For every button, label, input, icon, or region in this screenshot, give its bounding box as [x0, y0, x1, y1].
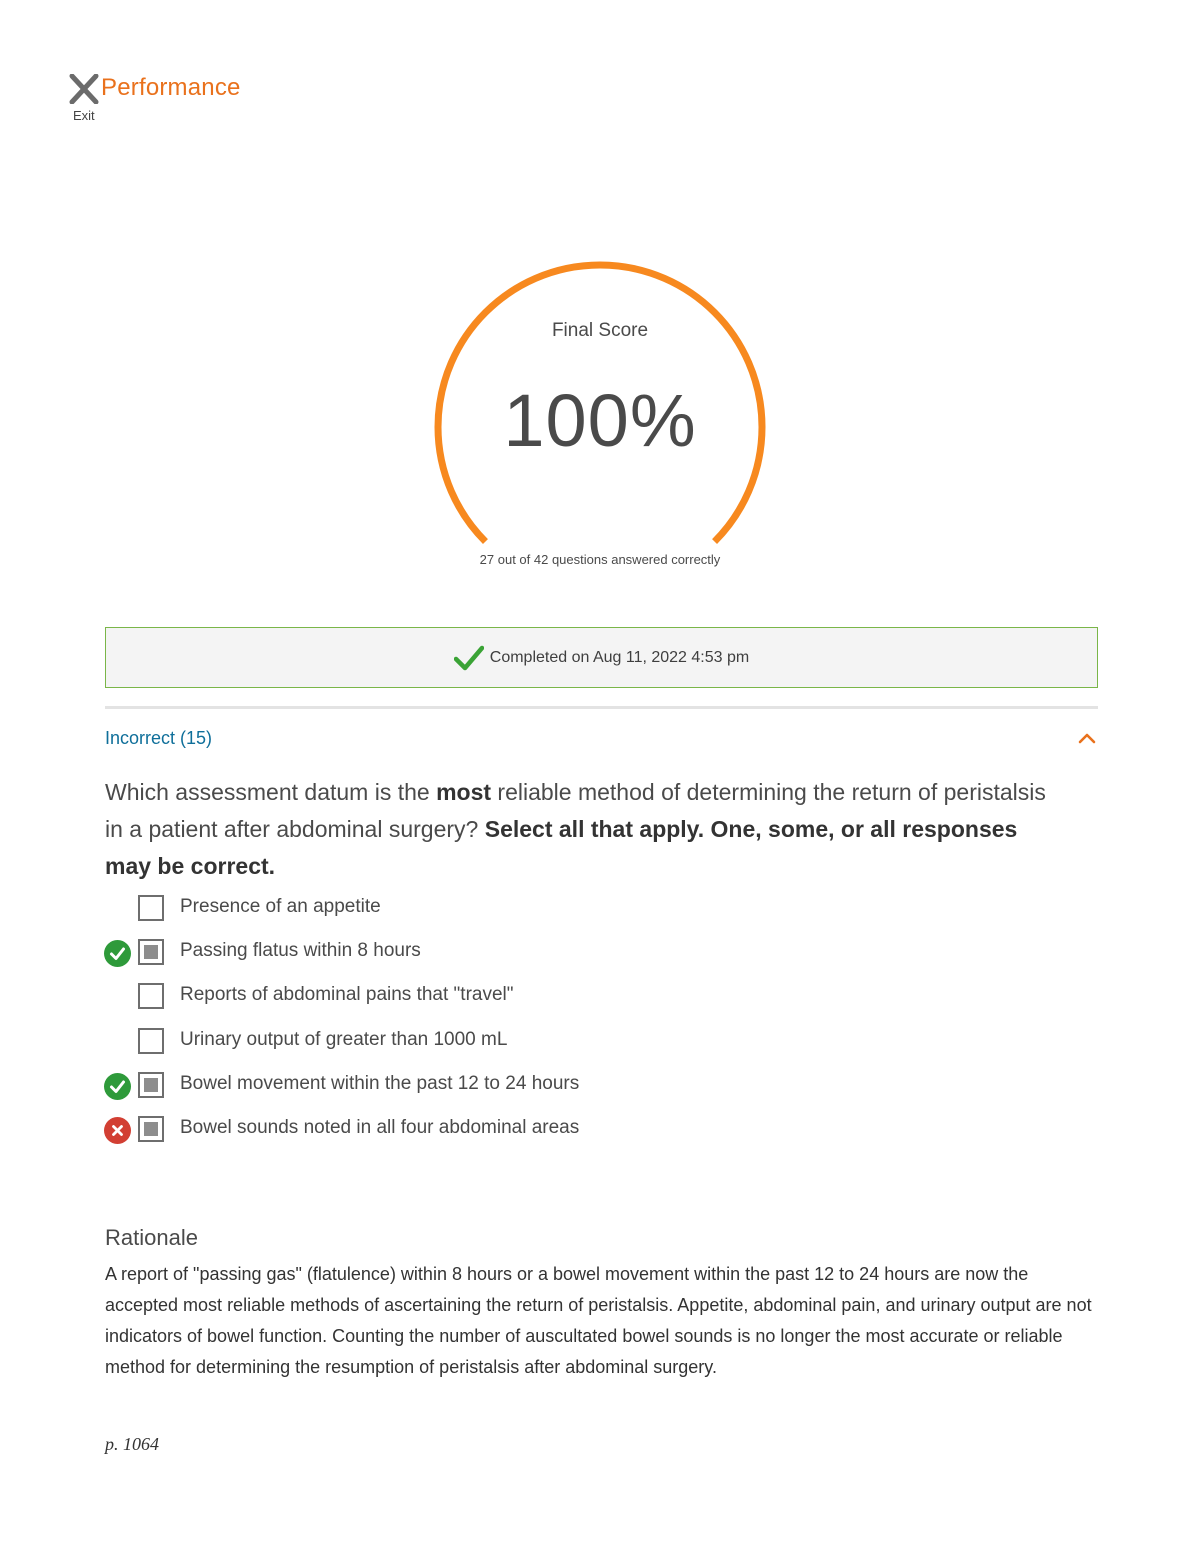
completed-text: Completed on Aug 11, 2022 4:53 pm — [489, 648, 750, 666]
question-part: Which assessment datum is the — [105, 779, 437, 805]
answer-option[interactable] — [104, 934, 1004, 978]
option-label: Bowel sounds noted in all four abdominal areas — [180, 1116, 580, 1138]
question-emphasis: most — [436, 779, 492, 805]
answer-option[interactable] — [104, 890, 1004, 934]
question-instruction: Select all that apply. One, some, or all responses may be correct. — [105, 816, 1018, 879]
incorrect-section-toggle[interactable] — [105, 726, 1098, 756]
page-reference: p. 1064 — [105, 1434, 159, 1454]
rationale-title: Rationale — [105, 1225, 198, 1250]
option-checkbox[interactable] — [138, 895, 164, 921]
option-label: Urinary output of greater than 1000 mL — [180, 1028, 508, 1050]
option-label: Passing flatus within 8 hours — [180, 940, 421, 962]
option-label: Bowel movement within the past 12 to 24 hours — [180, 1072, 580, 1094]
section-divider — [105, 706, 1098, 709]
answer-option[interactable] — [104, 1067, 1004, 1111]
chevron-up-icon[interactable] — [1078, 732, 1096, 744]
answer-option[interactable] — [104, 978, 1004, 1022]
answer-option[interactable] — [104, 1111, 1004, 1155]
exit-label: Exit — [73, 108, 95, 123]
correct-icon — [104, 940, 131, 967]
option-checkbox[interactable] — [138, 1028, 164, 1054]
section-title: Incorrect (15) — [105, 728, 213, 748]
question-part: reliable method of determining the return of peristalsis in a patient after abdominal surgery? — [105, 779, 1046, 842]
final-score-gauge — [420, 250, 780, 590]
option-label: Presence of an appetite — [180, 896, 381, 917]
option-checkbox[interactable] — [138, 939, 164, 965]
incorrect-icon — [104, 1117, 131, 1144]
page-title: Performance — [101, 74, 241, 101]
rationale-body: A report of "passing gas" (flatulence) within 8 hours or a bowel movement within the past 12 to 24 hours are now the accepted most reliable methods of ascertaining the return of peristalsis. Appetite, abdominal pain, and urinary output are not indicators of bowel function. Counting the number of auscultated bowel sounds is no longer the most accurate or reliable method for determining the resumption of peristalsis after abdominal surgery. — [105, 1264, 1092, 1377]
exit-button[interactable] — [68, 72, 104, 124]
completed-banner — [105, 627, 1098, 688]
option-label: Reports of abdominal pains that "travel" — [180, 984, 514, 1006]
question-text — [105, 774, 1065, 885]
checkmark-icon — [454, 645, 484, 671]
option-checkbox[interactable] — [138, 1072, 164, 1098]
close-icon — [68, 74, 100, 104]
option-checkbox[interactable] — [138, 983, 164, 1009]
answer-options — [104, 890, 1004, 1155]
score-value: 100% — [503, 379, 697, 462]
score-label: Final Score — [551, 320, 649, 341]
correct-icon — [104, 1073, 131, 1100]
answer-option[interactable] — [104, 1023, 1004, 1067]
score-summary: 27 out of 42 questions answered correctly — [479, 552, 721, 567]
option-checkbox[interactable] — [138, 1116, 164, 1142]
